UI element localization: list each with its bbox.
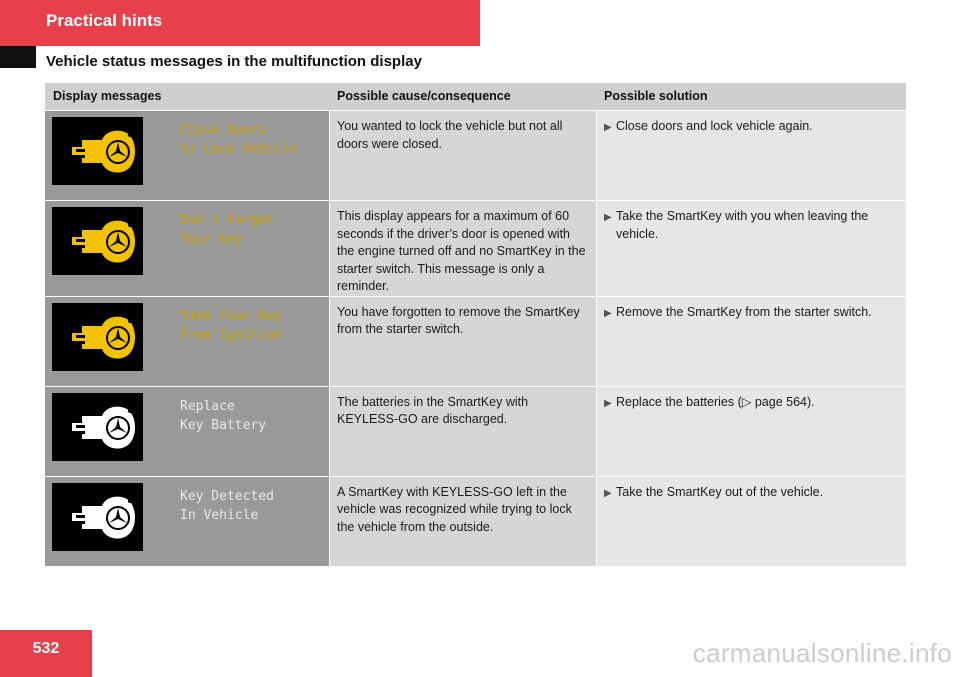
bullet-arrow-icon: ▶	[604, 487, 612, 499]
cause-cell: You wanted to lock the vehicle but not all doors were closed.	[329, 111, 596, 201]
display-message-cell	[45, 387, 329, 477]
display-message-line2: to Lock Vehicle	[180, 142, 298, 157]
bullet-arrow-icon: ▶	[604, 212, 612, 223]
display-panel	[52, 483, 143, 551]
section-title: Practical hints	[46, 11, 163, 30]
solution-cell	[596, 387, 906, 477]
cause-cell: This display appears for a maximum of 60 seconds if the driver’s door is opened with the engine turned off and no SmartKey in the starter switch. This message is only a reminder.	[329, 201, 596, 297]
display-message-cell	[45, 477, 329, 567]
page-number: 532	[0, 630, 92, 677]
column-header-cause: Possible cause/consequence	[329, 83, 596, 111]
display-message-line2: Your Key	[180, 232, 243, 247]
watermark: carmanualsonline.info	[692, 638, 952, 668]
display-message-line2: From Ignition	[180, 327, 282, 343]
display-message-line2: In Vehicle	[180, 507, 259, 523]
solution-text: Take the SmartKey out of the vehicle.	[616, 484, 824, 499]
yellow-smartkey-icon	[58, 215, 138, 267]
display-message-cell	[45, 111, 329, 201]
cause-cell: You have forgotten to remove the SmartKey from the starter switch.	[329, 297, 596, 387]
table-row	[45, 477, 906, 567]
bullet-arrow-icon: ▶	[604, 307, 612, 319]
solution-text: Replace the batteries (▷ page 564).	[616, 394, 815, 409]
bullet-arrow-icon: ▶	[604, 122, 612, 133]
column-header-solution: Possible solution	[596, 83, 906, 111]
display-message-cell	[45, 297, 329, 387]
display-message-line1: Don't Forget	[180, 213, 274, 228]
display-message-text	[180, 211, 274, 249]
table-row	[45, 297, 906, 387]
display-message-line1: Replace	[180, 398, 235, 414]
solution-cell	[596, 297, 906, 387]
white-smartkey-icon	[58, 491, 138, 543]
table-row	[45, 201, 906, 297]
display-message-line1: Take Your Key	[180, 308, 282, 324]
display-message-line1: Key Detected	[180, 488, 274, 504]
table-row	[45, 111, 906, 201]
display-panel	[52, 393, 143, 461]
display-message-cell	[45, 201, 329, 297]
display-panel	[52, 303, 143, 371]
display-message-text	[180, 307, 282, 345]
display-message-text	[180, 121, 297, 159]
status-messages-table	[45, 83, 906, 567]
page-subtitle: Vehicle status messages in the multifunction display	[46, 53, 422, 70]
table-row	[45, 387, 906, 477]
solution-cell	[596, 477, 906, 567]
section-marker	[0, 46, 36, 68]
yellow-smartkey-icon	[58, 125, 138, 177]
display-panel	[52, 207, 143, 275]
cause-cell: The batteries in the SmartKey with KEYLESS-GO are discharged.	[329, 387, 596, 477]
table-header-row	[45, 83, 906, 111]
solution-text: Remove the SmartKey from the starter switch.	[616, 304, 872, 319]
solution-cell	[596, 201, 906, 297]
cause-cell: A SmartKey with KEYLESS-GO left in the vehicle was recognized while trying to lock the vehicle from the outside.	[329, 477, 596, 567]
display-message-text	[180, 487, 274, 525]
solution-text: Take the SmartKey with you when leaving the vehicle.	[616, 209, 869, 241]
display-message-line1: Close Doors	[180, 123, 267, 138]
display-message-text	[180, 397, 266, 435]
yellow-smartkey-icon	[58, 311, 138, 363]
display-panel	[52, 117, 143, 185]
solution-cell	[596, 111, 906, 201]
solution-text: Close doors and lock vehicle again.	[616, 119, 813, 133]
display-message-line2: Key Battery	[180, 417, 267, 433]
section-tab	[0, 0, 480, 46]
bullet-arrow-icon: ▶	[604, 397, 612, 409]
white-smartkey-icon	[58, 401, 138, 453]
column-header-display-messages: Display messages	[45, 83, 329, 111]
